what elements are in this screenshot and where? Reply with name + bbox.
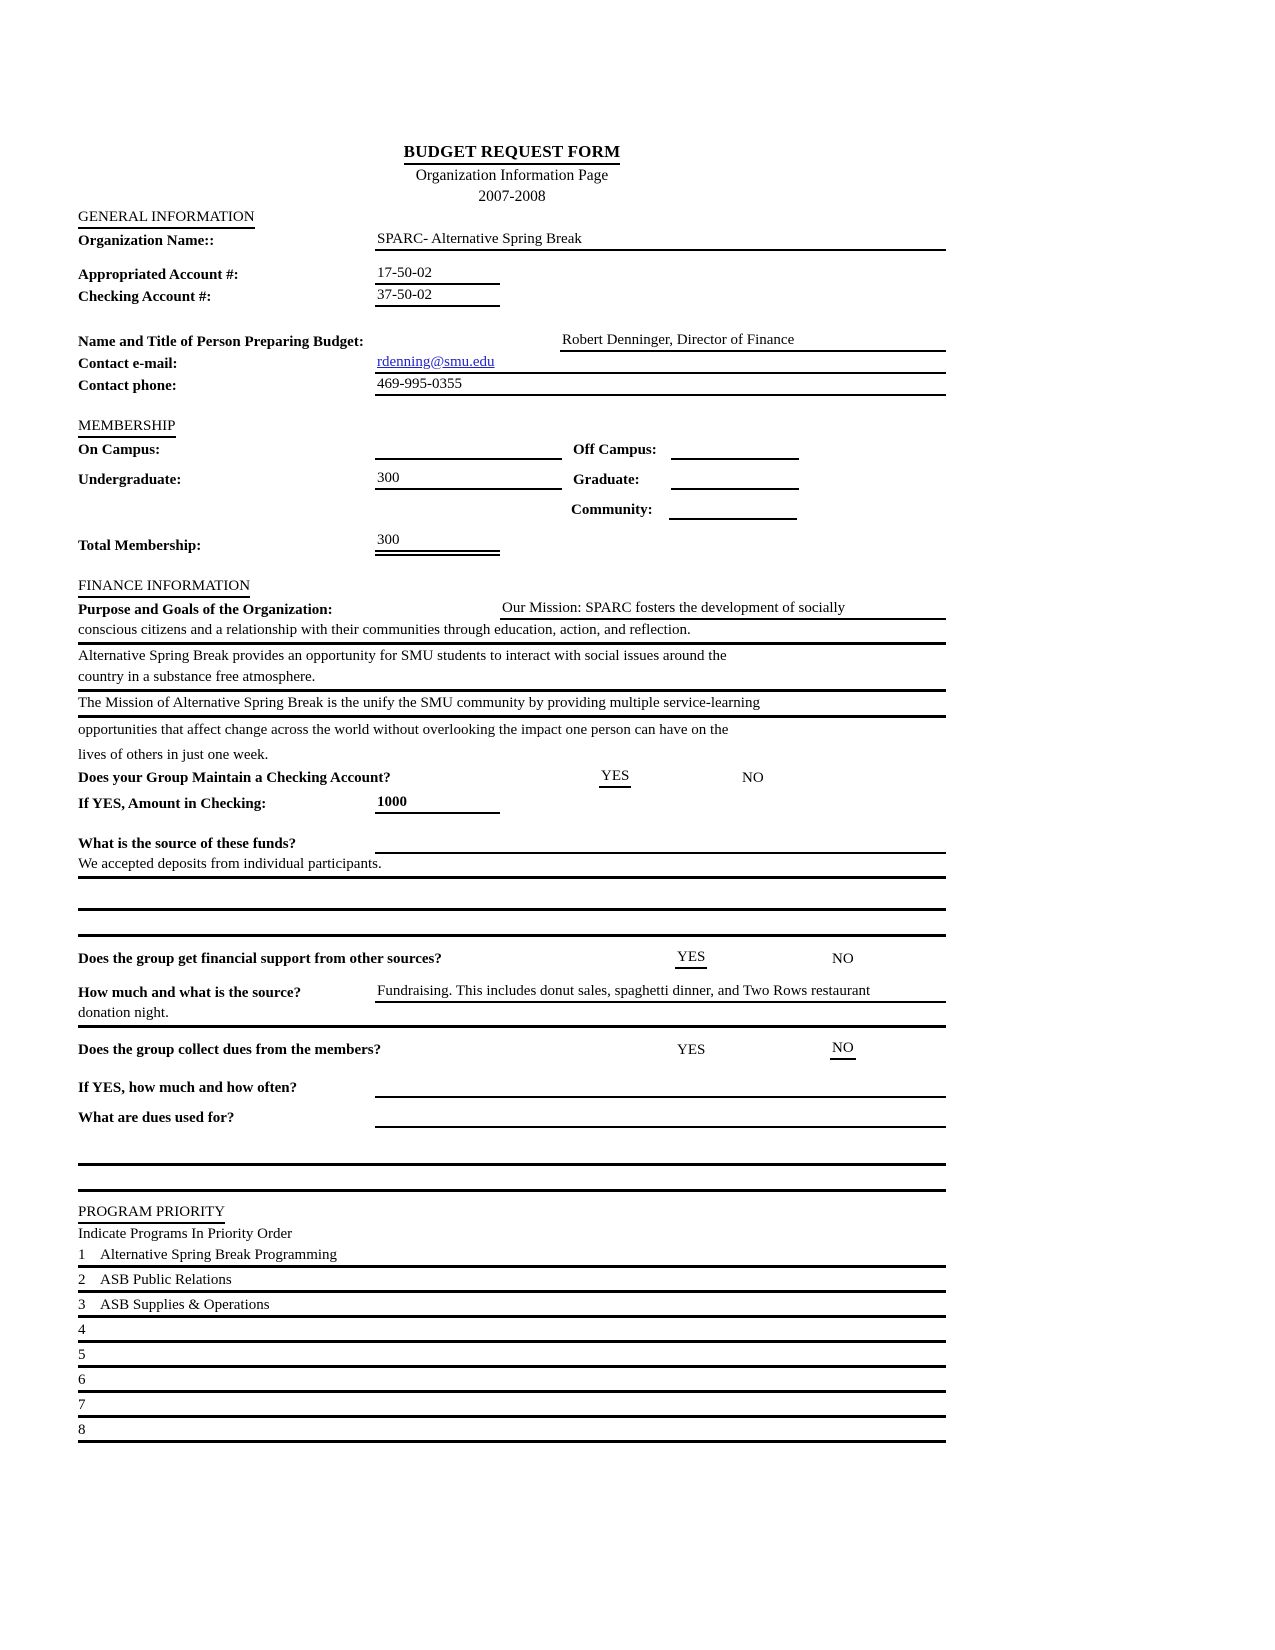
how-much-source-row: [78, 981, 946, 1003]
blank-answer-line: [78, 911, 946, 937]
membership-heading: MEMBERSHIP: [78, 417, 176, 438]
purpose-row: [78, 598, 946, 620]
finance-heading: FINANCE INFORMATION: [78, 577, 250, 598]
section-program-priority: [78, 1202, 946, 1224]
page-year: 2007-2008: [478, 188, 546, 205]
contact-phone-row: [78, 374, 946, 396]
support-no-option: NO: [832, 951, 854, 967]
page-title: BUDGET REQUEST FORM: [404, 140, 621, 165]
section-finance-information: [78, 576, 946, 598]
amount-in-checking-field: 1000: [375, 792, 500, 814]
purpose-label: Purpose and Goals of the Organization:: [78, 602, 333, 618]
appropriated-account-field: 17-50-02: [375, 263, 500, 285]
checking-yes-option: YES: [599, 766, 631, 788]
dues-yes-option: YES: [677, 1042, 706, 1058]
source-of-funds-row: [78, 832, 946, 854]
checking-account-label: Checking Account #:: [78, 289, 212, 305]
purpose-text-line4: country in a substance free atmosphere.: [78, 667, 946, 692]
checking-account-question: Does your Group Maintain a Checking Account?: [78, 770, 391, 786]
undergraduate-label: Undergraduate:: [78, 472, 182, 488]
undergraduate-row: [78, 468, 946, 490]
contact-email-label: Contact e-mail:: [78, 356, 178, 372]
on-campus-field: [375, 458, 562, 460]
undergraduate-field: 300: [375, 468, 562, 490]
campus-row: [78, 438, 946, 460]
dues-used-field: [375, 1126, 946, 1128]
checking-account-question-row: [78, 768, 946, 790]
contact-phone-field: 469-995-0355: [375, 374, 946, 396]
contact-phone-label: Contact phone:: [78, 378, 177, 394]
dues-used-question: What are dues used for?: [78, 1110, 235, 1126]
purpose-text-line6: opportunities that affect change across the world without overlooking the impact one person can have on the: [78, 722, 729, 738]
how-much-source-answer-line2: donation night.: [78, 1003, 946, 1028]
support-yes-option: YES: [675, 947, 707, 969]
contact-email-link[interactable]: rdenning@smu.edu: [377, 354, 495, 370]
preparer-row: [78, 329, 946, 352]
how-much-source-field: Fundraising. This includes donut sales, spaghetti dinner, and Two Rows restaurant: [375, 981, 946, 1003]
preparer-field: Robert Denninger, Director of Finance: [560, 330, 946, 352]
financial-support-question: Does the group get financial support from other sources?: [78, 951, 442, 967]
preparer-label: Name and Title of Person Preparing Budget:: [78, 334, 364, 350]
form-content: [78, 140, 946, 1445]
org-name-row: [78, 229, 946, 251]
source-of-funds-answer: We accepted deposits from individual participants.: [78, 854, 946, 879]
priority-item-row: [78, 1395, 946, 1418]
priority-number: 2: [78, 1272, 86, 1288]
appropriated-account-label: Appropriated Account #:: [78, 267, 239, 283]
community-row: [78, 498, 946, 520]
priority-number: 4: [78, 1322, 86, 1338]
program-priority-heading: PROGRAM PRIORITY: [78, 1203, 225, 1224]
dues-amount-field: [375, 1096, 946, 1098]
priority-item-row: [78, 1295, 946, 1318]
graduate-field: [671, 488, 799, 490]
priority-item-row: [78, 1370, 946, 1393]
priority-number: 5: [78, 1347, 86, 1363]
priority-number: 6: [78, 1372, 86, 1388]
blank-answer-line: [78, 1166, 946, 1192]
general-heading: GENERAL INFORMATION: [78, 208, 255, 229]
purpose-text-line2: conscious citizens and a relationship with their communities through education, action, and reflection.: [78, 620, 946, 645]
total-membership-field: 300: [375, 530, 500, 556]
dues-question: Does the group collect dues from the members?: [78, 1042, 382, 1058]
dues-used-row: [78, 1106, 946, 1128]
org-name-label: Organization Name::: [78, 233, 215, 249]
priority-text: ASB Public Relations: [100, 1272, 232, 1288]
community-label: Community:: [571, 502, 653, 518]
contact-email-field: [375, 352, 946, 374]
community-field: [669, 518, 797, 520]
dues-no-option: NO: [830, 1038, 856, 1060]
blank-answer-line: [78, 1140, 946, 1166]
priority-text: ASB Supplies & Operations: [100, 1297, 270, 1313]
source-of-funds-field: [375, 852, 946, 854]
checking-account-row: [78, 285, 946, 307]
purpose-text-line7: lives of others in just one week.: [78, 747, 269, 763]
form-header: [78, 140, 946, 165]
amount-in-checking-row: [78, 792, 946, 814]
off-campus-field: [671, 458, 799, 460]
priority-item-row: [78, 1345, 946, 1368]
purpose-text-line5: The Mission of Alternative Spring Break is the unify the SMU community by providing multiple service-learning: [78, 693, 946, 718]
org-name-field: SPARC- Alternative Spring Break: [375, 229, 946, 251]
priority-instruction: Indicate Programs In Priority Order: [78, 1226, 293, 1242]
priority-item-row: [78, 1320, 946, 1343]
purpose-field-line1: Our Mission: SPARC fosters the development of socially: [500, 598, 946, 620]
page-subtitle: Organization Information Page: [415, 167, 609, 184]
total-membership-label: Total Membership:: [78, 538, 202, 554]
checking-account-field: 37-50-02: [375, 285, 500, 307]
graduate-label: Graduate:: [573, 472, 640, 488]
checking-no-option: NO: [742, 770, 764, 786]
priority-item-row: [78, 1270, 946, 1293]
on-campus-label: On Campus:: [78, 442, 161, 458]
appropriated-account-row: [78, 263, 946, 285]
blank-answer-line: [78, 885, 946, 911]
how-much-source-label: How much and what is the source?: [78, 985, 302, 1001]
financial-support-question-row: [78, 949, 946, 971]
priority-item-row: [78, 1420, 946, 1443]
priority-item-row: [78, 1245, 946, 1268]
priority-number: 8: [78, 1422, 86, 1438]
section-general-information: [78, 207, 946, 229]
total-membership-row: [78, 530, 946, 556]
source-of-funds-question: What is the source of these funds?: [78, 836, 297, 852]
purpose-text-line3: Alternative Spring Break provides an opportunity for SMU students to interact with social issues around the: [78, 648, 727, 664]
dues-question-row: [78, 1040, 946, 1062]
priority-text: Alternative Spring Break Programming: [100, 1247, 338, 1263]
off-campus-label: Off Campus:: [573, 442, 657, 458]
priority-number: 3: [78, 1297, 86, 1313]
contact-email-row: [78, 352, 946, 374]
section-membership: [78, 416, 946, 438]
dues-amount-row: [78, 1076, 946, 1098]
dues-amount-question: If YES, how much and how often?: [78, 1080, 298, 1096]
priority-number: 1: [78, 1247, 86, 1263]
priority-number: 7: [78, 1397, 86, 1413]
amount-in-checking-label: If YES, Amount in Checking:: [78, 796, 267, 812]
